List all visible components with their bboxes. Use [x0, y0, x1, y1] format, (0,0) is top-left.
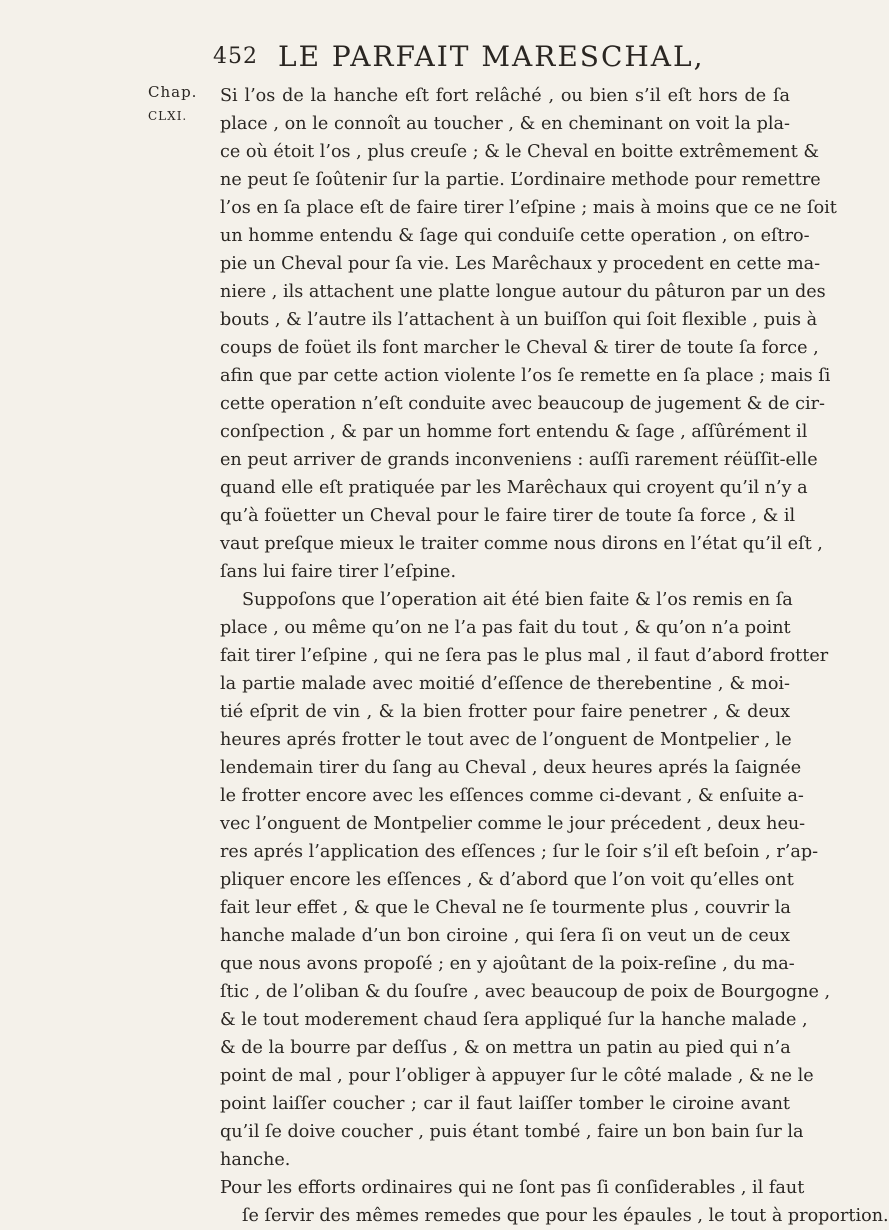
- text-line: & de la bourre par deſſus , & on mettra un patin au pied qui n’a: [220, 1038, 791, 1058]
- text-line: la partie malade avec moitié d’eſſence de therebentine , & moi-: [220, 674, 790, 694]
- text-line: heures aprés frotter le tout avec de l’onguent de Montpelier , le: [220, 730, 792, 750]
- chapter-margin-note: [148, 80, 197, 128]
- text-line: qu’il ſe doive coucher , puis étant tombé , faire un bon bain ſur la: [220, 1122, 804, 1142]
- text-line: point laiſſer coucher ; car il faut laiſſer tomber le ciroine avant: [220, 1094, 790, 1114]
- text-line: en peut arriver de grands inconveniens : auſſi rarement réüſſit-elle: [220, 450, 818, 470]
- text-line: lendemain tirer du ſang au Cheval , deux heures aprés la ſaignée: [220, 758, 802, 778]
- text-line: res aprés l’application des eſſences ; ſur le ſoir s’il eſt beſoin , r’ap-: [220, 842, 819, 862]
- text-line: ſans lui faire tirer l’eſpine.: [220, 562, 457, 582]
- text-line: ne peut ſe ſoûtenir ſur la partie. L’ordinaire methode pour remettre: [220, 170, 821, 190]
- text-line: fait tirer l’eſpine , qui ne ſera pas le plus mal , il faut d’abord frotter: [220, 646, 829, 666]
- text-line: Pour les efforts ordinaires qui ne ſont pas ſi conſiderables , il faut: [220, 1178, 805, 1198]
- text-line: quand elle eſt pratiquée par les Marêchaux qui croyent qu’il n’y a: [220, 478, 808, 498]
- text-line: cette operation n’eſt conduite avec beaucoup de jugement & de cir-: [220, 394, 825, 414]
- text-line: & le tout moderement chaud ſera appliqué ſur la hanche malade ,: [220, 1010, 808, 1030]
- text-line: conſpection , & par un homme fort entendu & ſage , aſſûrément il: [220, 422, 808, 442]
- text-line: hanche malade d’un bon ciroine , qui ſera ſi on veut un de ceux: [220, 926, 790, 946]
- text-line: un homme entendu & ſage qui conduiſe cette operation , on eſtro-: [220, 226, 810, 246]
- chapter-label: Chap.: [148, 83, 198, 101]
- text-line: pie un Cheval pour ſa vie. Les Marêchaux y procedent en cette ma-: [220, 254, 821, 274]
- text-line: bouts , & l’autre ils l’attachent à un buiſſon qui ſoit flexible , puis à: [220, 310, 818, 330]
- text-line: que nous avons propoſé ; en y ajoûtant de la poix-reſine , du ma-: [220, 954, 795, 974]
- text-line: ſtic , de l’oliban & du ſouſre , avec beaucoup de poix de Bourgogne ,: [220, 982, 831, 1002]
- text-line: afin que par cette action violente l’os ſe remette en ſa place ; mais ſi: [220, 366, 831, 386]
- text-line: ſe ſervir des mêmes remedes que pour les épaules , le tout à proportion.: [242, 1206, 889, 1226]
- text-line: vec l’onguent de Montpelier comme le jour précedent , deux heu-: [220, 814, 806, 834]
- text-line: Suppoſons que l’operation ait été bien faite & l’os remis en ſa: [242, 590, 793, 610]
- chapter-number: CLXI.: [148, 109, 188, 123]
- text-line: l’os en ſa place eſt de faire tirer l’eſpine ; mais à moins que ce ne ſoit: [220, 198, 837, 218]
- text-line: place , ou même qu’on ne l’a pas fait du tout , & qu’on n’a point: [220, 618, 791, 638]
- text-line: ce où étoit l’os , plus creuſe ; & le Cheval en boitte extrêmement &: [220, 142, 820, 162]
- text-line: le frotter encore avec les eſſences comme ci-devant , & enſuite a-: [220, 786, 804, 806]
- text-line: qu’à foüetter un Cheval pour le faire tirer de toute ſa force , & il: [220, 506, 796, 526]
- text-line: coups de foüet ils font marcher le Cheval & tirer de toute ſa force ,: [220, 338, 819, 358]
- page-number: 452: [213, 44, 258, 69]
- text-line: fait leur effet , & que le Cheval ne ſe tourmente plus , couvrir la: [220, 898, 791, 918]
- text-line: tié eſprit de vin , & la bien frotter pour faire penetrer , & deux: [220, 702, 790, 722]
- running-title: LE PARFAIT MARESCHAL,: [278, 40, 705, 73]
- text-line: place , on le connoît au toucher , & en cheminant on voit la pla-: [220, 114, 790, 134]
- text-line: hanche.: [220, 1150, 291, 1170]
- text-line: point de mal , pour l’obliger à appuyer ſur le côté malade , & ne le: [220, 1066, 814, 1086]
- text-line: niere , ils attachent une platte longue autour du pâturon par un des: [220, 282, 826, 302]
- text-line: vaut preſque mieux le traiter comme nous dirons en l’état qu’il eſt ,: [220, 534, 823, 554]
- page-header: [0, 40, 800, 80]
- body-text: [220, 82, 889, 1230]
- text-line: Si l’os de la hanche eſt fort relâché , ou bien s’il eſt hors de ſa: [220, 86, 790, 106]
- text-line: pliquer encore les eſſences , & d’abord que l’on voit qu’elles ont: [220, 870, 794, 890]
